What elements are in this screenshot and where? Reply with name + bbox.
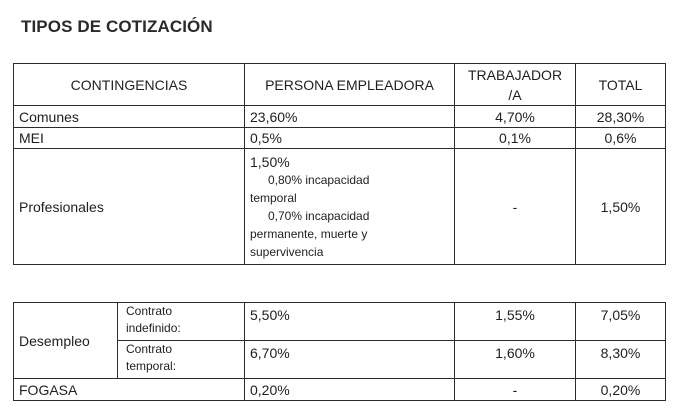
- row-label: Profesionales: [14, 149, 245, 265]
- cell-total: 8,30%: [576, 341, 666, 379]
- table-row: [14, 106, 666, 128]
- row-label: Comunes: [14, 106, 245, 128]
- contract-type: Contrato temporal:: [118, 341, 245, 379]
- cell-empleadora: 5,50%: [245, 303, 455, 341]
- table-row: [14, 128, 666, 149]
- cell-total: 7,05%: [576, 303, 666, 341]
- other-contributions-table: [13, 302, 666, 401]
- cell-empleadora: 0,20%: [245, 379, 455, 401]
- detail-line: 0,80% incapacidad: [268, 173, 370, 187]
- page-title: TIPOS DE COTIZACIÓN: [21, 17, 213, 36]
- header-trabajador: TRABAJADOR /A: [455, 64, 576, 106]
- row-label: MEI: [14, 128, 245, 149]
- cell-trabajador: 1,55%: [455, 303, 576, 341]
- detail-line: 0,70% incapacidad: [268, 209, 370, 223]
- cell-trabajador: -: [455, 149, 576, 265]
- cell-total: 28,30%: [576, 106, 666, 128]
- contract-type: Contrato indefinido:: [118, 303, 245, 341]
- cell-empleadora: 0,5%: [245, 128, 455, 149]
- cell-total: 1,50%: [576, 149, 666, 265]
- cell-trabajador: 4,70%: [455, 106, 576, 128]
- header-persona-empleadora: PERSONA EMPLEADORA: [245, 64, 455, 106]
- row-label-fogasa: FOGASA: [14, 379, 245, 401]
- contributions-table: [13, 63, 666, 265]
- header-contingencias: CONTINGENCIAS: [14, 64, 245, 106]
- table-header-row: [14, 64, 666, 106]
- cell-empleadora: 23,60%: [245, 106, 455, 128]
- cell-trabajador: 1,60%: [455, 341, 576, 379]
- row-label-desempleo: Desempleo: [14, 303, 118, 379]
- detail-line: permanente, muerte y: [250, 227, 368, 241]
- header-total: TOTAL: [576, 64, 666, 106]
- cell-total: 0,20%: [576, 379, 666, 401]
- table-row-profesionales: [14, 149, 666, 265]
- cell-empleadora: 6,70%: [245, 341, 455, 379]
- cell-total: 0,6%: [576, 128, 666, 149]
- detail-line: supervivencia: [250, 245, 324, 259]
- cell-empleadora-detail: [245, 149, 455, 265]
- cell-trabajador: -: [455, 379, 576, 401]
- empleadora-value: 1,50%: [250, 154, 290, 170]
- table-row: [14, 379, 666, 401]
- table-row: [14, 303, 666, 341]
- detail-line: temporal: [250, 191, 297, 205]
- cell-trabajador: 0,1%: [455, 128, 576, 149]
